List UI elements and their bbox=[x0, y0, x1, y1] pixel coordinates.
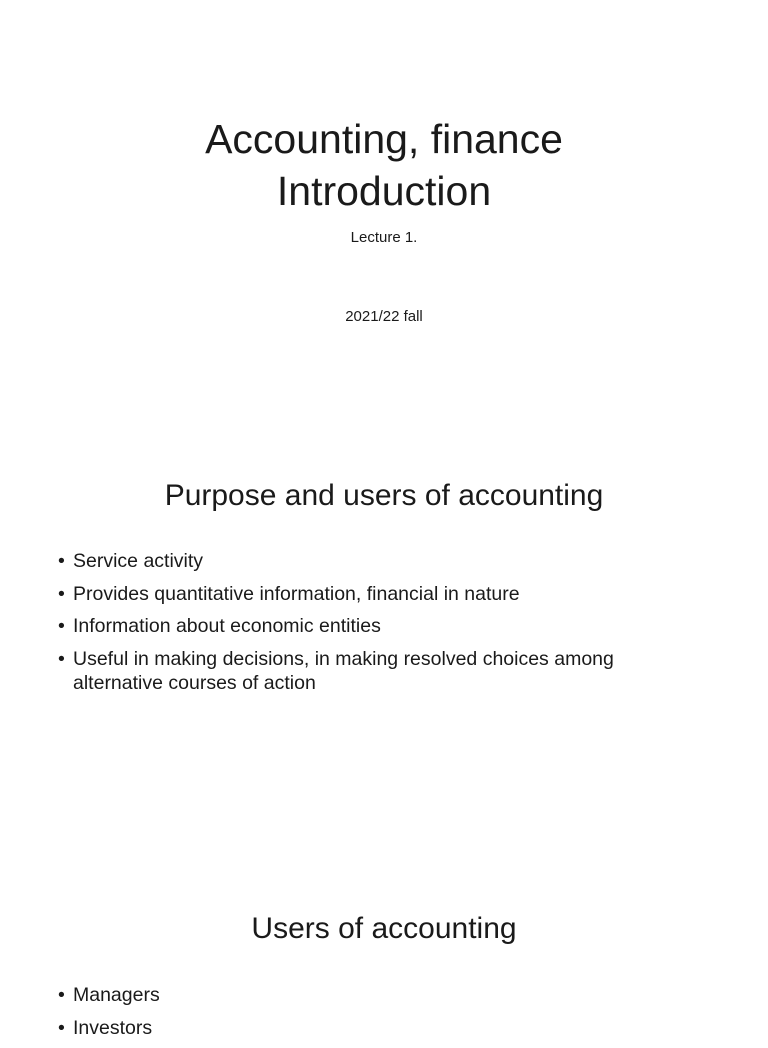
bullet-item: • Managers bbox=[58, 983, 698, 1007]
slide-title-main bbox=[0, 113, 768, 217]
bullet-item: • Investors bbox=[58, 1016, 698, 1040]
subtitle-term: 2021/22 fall bbox=[345, 308, 423, 325]
bullet-list-purpose bbox=[58, 549, 698, 703]
bullet-item: • Service activity bbox=[58, 549, 698, 573]
title-slide bbox=[0, 0, 768, 432]
purpose-slide bbox=[0, 432, 768, 864]
bullet-list-users bbox=[58, 983, 698, 1048]
bullet-item: • Provides quantitative information, financial in nature bbox=[58, 582, 698, 606]
slide-title-users: Users of accounting bbox=[251, 912, 517, 945]
slide-title-purpose: Purpose and users of accounting bbox=[164, 479, 604, 512]
title-line-2: Introduction bbox=[276, 168, 492, 214]
title-line-1: Accounting, finance bbox=[205, 116, 563, 162]
bullet-item: • Useful in making decisions, in making resolved choices among alternative courses of action bbox=[58, 647, 698, 695]
subtitle-lecture: Lecture 1. bbox=[350, 229, 418, 246]
bullet-item: • Information about economic entities bbox=[58, 614, 698, 638]
users-slide bbox=[0, 864, 768, 1039]
